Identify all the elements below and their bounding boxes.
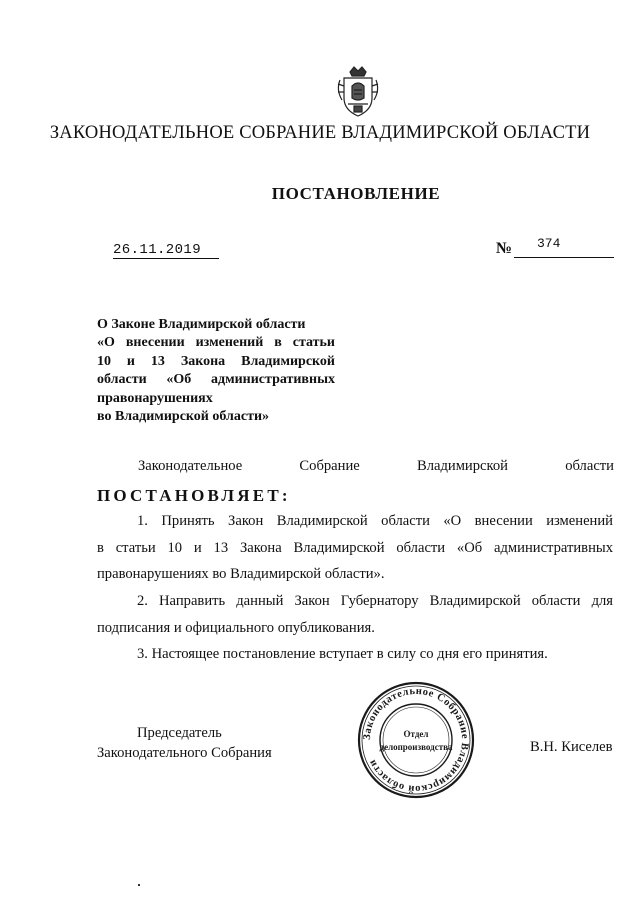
paragraph-1 bbox=[97, 508, 613, 588]
paragraph-line: 1. Принять Закон Владимирской области «О внесении изменений bbox=[137, 513, 613, 529]
signatory-title-line: Законодательного Собрания bbox=[97, 745, 272, 761]
official-stamp bbox=[356, 680, 476, 800]
document-number: 374 bbox=[537, 236, 561, 251]
stamp-center-line: Отдел bbox=[403, 729, 429, 739]
signatory-name: В.Н. Киселев bbox=[530, 739, 613, 755]
scan-speck bbox=[138, 884, 140, 886]
preamble-word: области bbox=[565, 458, 614, 474]
document-date: 26.11.2019 bbox=[113, 242, 219, 259]
document-type-heading: ПОСТАНОВЛЕНИЕ bbox=[271, 184, 441, 203]
subject-line: 10 и 13 Закона Владимирской bbox=[97, 353, 335, 369]
paragraph-3 bbox=[97, 641, 613, 668]
number-sign: № bbox=[496, 240, 513, 257]
subject-line: во Владимирской области» bbox=[97, 409, 270, 425]
signatory-title-line: Председатель bbox=[137, 725, 222, 741]
coat-of-arms-icon bbox=[334, 64, 382, 120]
paragraph-line: 3. Настоящее постановление вступает в силу со дня его принятия. bbox=[137, 646, 548, 662]
signatory-title bbox=[97, 723, 272, 763]
paragraph-line: 2. Направить данный Закон Губернатору Владимирской области для bbox=[137, 593, 613, 609]
subject-line: области «Об административных bbox=[97, 372, 335, 388]
decree-word: ПОСТАНОВЛЯЕТ: bbox=[97, 486, 291, 505]
organization-title: ЗАКОНОДАТЕЛЬНОЕ СОБРАНИЕ ВЛАДИМИРСКОЙ ОБЛАСТИ bbox=[49, 123, 591, 143]
number-underline bbox=[514, 257, 614, 258]
paragraph-line: правонарушениях во Владимирской области». bbox=[97, 566, 385, 582]
svg-text:Законодательное Собрание Влади bbox=[362, 686, 470, 794]
paragraph-line: в статьи 10 и 13 Закона Владимирской области «Об административных bbox=[97, 539, 613, 556]
stamp-ring-text: Законодательное Собрание Владимирской области bbox=[361, 685, 471, 795]
paragraph-line: подписания и официального опубликования. bbox=[97, 619, 375, 636]
document-subject bbox=[97, 316, 335, 426]
preamble-word: Собрание bbox=[299, 458, 360, 474]
preamble-word: Владимирской bbox=[416, 458, 508, 474]
preamble bbox=[138, 458, 614, 475]
subject-line: О Законе Владимирской области bbox=[97, 317, 306, 332]
paragraph-2 bbox=[97, 588, 613, 641]
subject-line: «О внесении изменений в статьи bbox=[97, 335, 335, 351]
subject-line: правонарушениях bbox=[97, 390, 213, 406]
preamble-word: Законодательное bbox=[138, 458, 243, 474]
stamp-center-line: делопроизводства bbox=[379, 742, 453, 752]
